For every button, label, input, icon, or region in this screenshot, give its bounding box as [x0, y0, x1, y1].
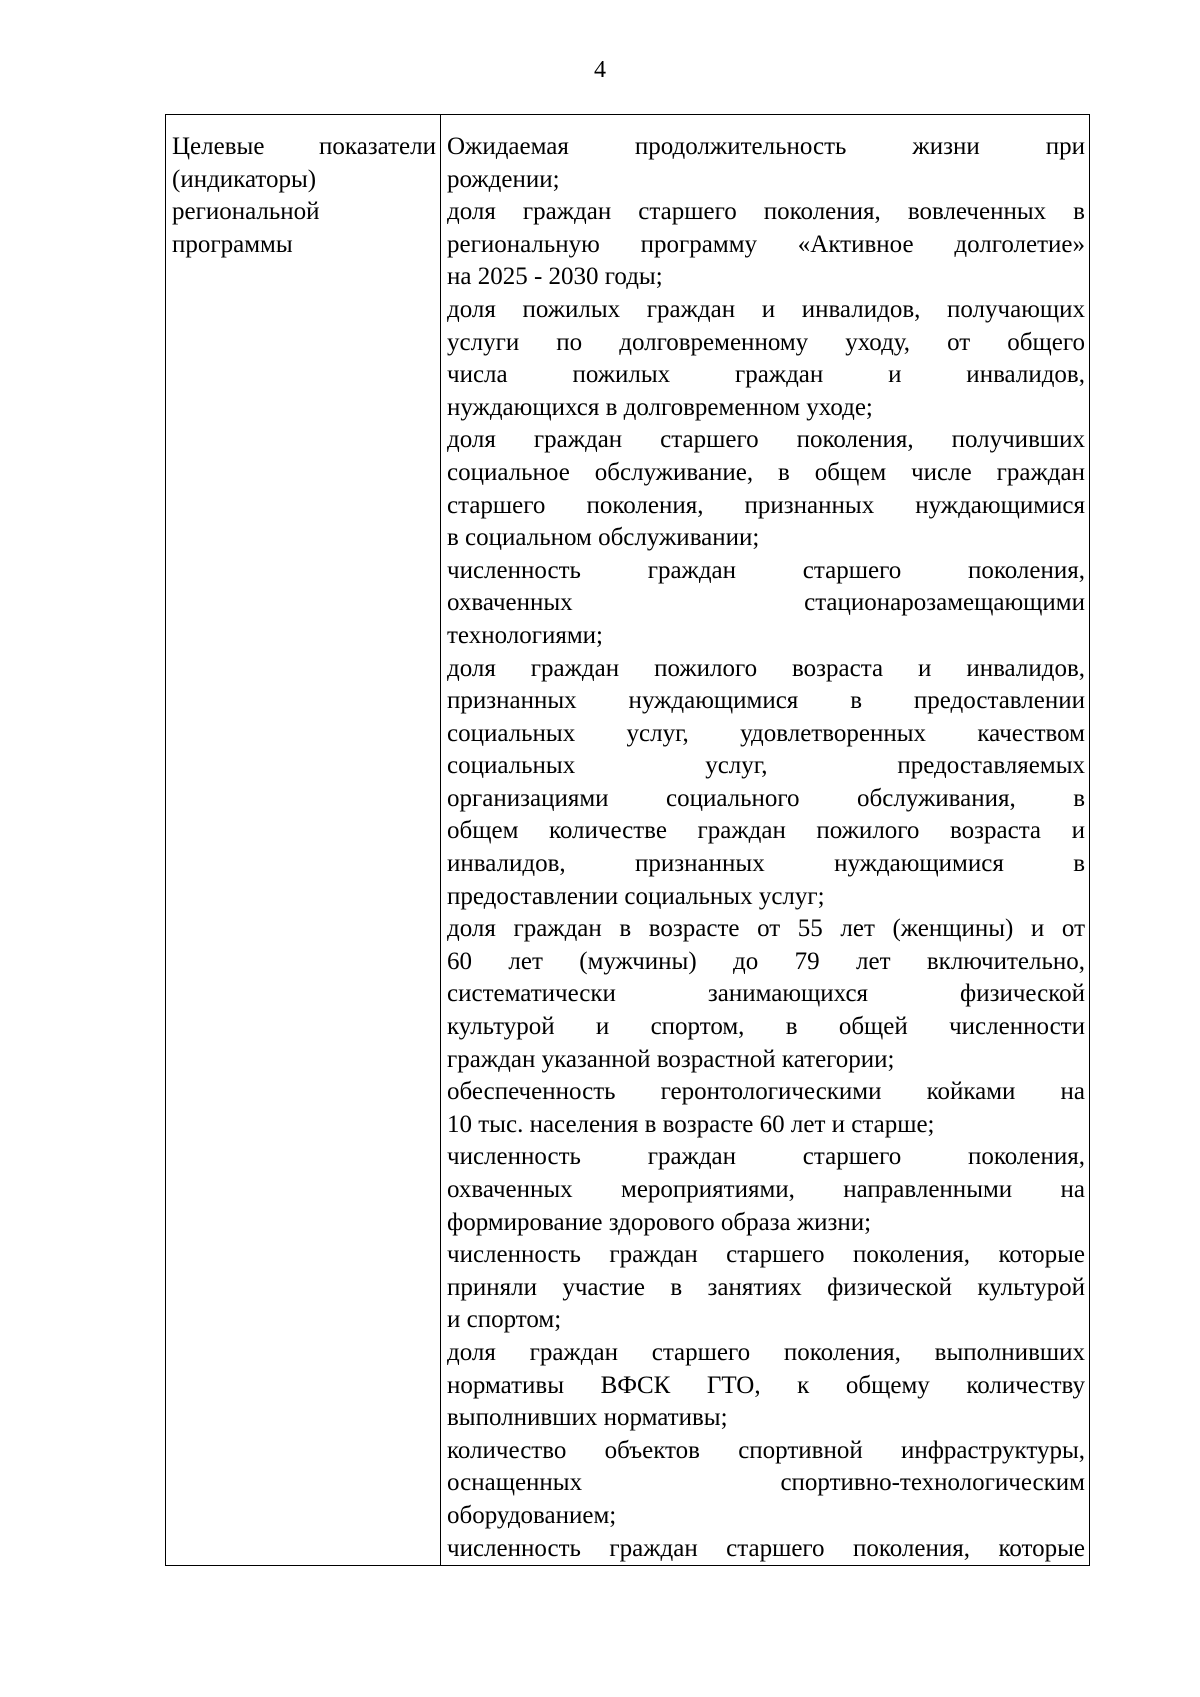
indicator-line: нормативы ВФСК ГТО, к общему количеству	[447, 1371, 1085, 1399]
indicator-line: инвалидов, признанных нуждающимися в	[447, 850, 1085, 878]
indicator-line: численность граждан старшего поколения,	[447, 1143, 1085, 1171]
indicator-line: числа пожилых граждан и инвалидов,	[447, 361, 1085, 389]
indicator-line: на 2025 - 2030 годы;	[447, 263, 663, 291]
indicator-line: численность граждан старшего поколения, которые	[447, 1241, 1085, 1269]
indicator-line: численность граждан старшего поколения,	[447, 556, 1085, 584]
indicator-line: выполнивших нормативы;	[447, 1404, 728, 1432]
indicator-line: признанных нуждающимися в предоставлении	[447, 687, 1085, 715]
indicator-line: доля пожилых граждан и инвалидов, получающих	[447, 295, 1085, 323]
label-line: Целевые показатели	[172, 133, 436, 160]
indicator-line: и спортом;	[447, 1306, 562, 1334]
indicator-list-cell	[441, 115, 1090, 1566]
indicator-line: 60 лет (мужчины) до 79 лет включительно,	[447, 947, 1085, 975]
indicator-line: обеспеченность геронтологическими койками на	[447, 1078, 1085, 1106]
indicator-line: предоставлении социальных услуг;	[447, 882, 825, 910]
indicator-line: доля граждан старшего поколения, выполнивших	[447, 1338, 1085, 1366]
indicator-line: социальных услуг, предоставляемых	[447, 752, 1085, 780]
indicator-label-cell	[166, 115, 441, 1566]
indicator-line: численность граждан старшего поколения, которые	[447, 1534, 1085, 1562]
indicator-line: оборудованием;	[447, 1501, 617, 1529]
indicator-line: систематически занимающихся физической	[447, 980, 1085, 1008]
indicator-line: количество объектов спортивной инфраструктуры,	[447, 1436, 1085, 1464]
indicator-line: организациями социального обслуживания, в	[447, 784, 1085, 812]
indicator-line: нуждающихся в долговременном уходе;	[447, 393, 873, 421]
indicator-line: доля граждан в возрасте от 55 лет (женщины) и от	[447, 915, 1085, 943]
indicator-line: доля граждан пожилого возраста и инвалидов,	[447, 654, 1085, 682]
indicator-line: социальное обслуживание, в общем числе граждан	[447, 458, 1085, 486]
indicator-line: в социальном обслуживании;	[447, 524, 760, 552]
indicator-line: услуги по долговременному уходу, от общего	[447, 328, 1085, 356]
indicator-line: доля граждан старшего поколения, вовлеченных в	[447, 198, 1085, 226]
indicator-line: общем количестве граждан пожилого возраста и	[447, 817, 1085, 845]
indicator-line: оснащенных спортивно-технологическим	[447, 1469, 1085, 1497]
indicator-line: региональную программу «Активное долголетие»	[447, 230, 1085, 258]
table-row	[166, 115, 1090, 1566]
label-line: (индикаторы)	[172, 165, 317, 193]
indicator-line: приняли участие в занятиях физической культурой	[447, 1273, 1085, 1301]
indicator-line: формирование здорового образа жизни;	[447, 1208, 872, 1236]
indicator-line: Ожидаемая продолжительность жизни при	[447, 133, 1085, 160]
label-line: программы	[172, 230, 293, 258]
label-line: региональной	[172, 198, 320, 226]
indicator-line: социальных услуг, удовлетворенных качеством	[447, 719, 1085, 747]
indicator-line: технологиями;	[447, 621, 603, 649]
indicator-line: доля граждан старшего поколения, получивших	[447, 426, 1085, 454]
indicator-line: 10 тыс. населения в возрасте 60 лет и старше;	[447, 1110, 935, 1138]
indicator-line: охваченных стационарозамещающими	[447, 589, 1085, 617]
indicator-line: культурой и спортом, в общей численности	[447, 1013, 1085, 1041]
program-passport-table	[165, 114, 1090, 1566]
indicator-line: старшего поколения, признанных нуждающимися	[447, 491, 1085, 519]
indicator-line: граждан указанной возрастной категории;	[447, 1045, 895, 1073]
page-number: 4	[594, 57, 606, 83]
indicator-line: охваченных мероприятиями, направленными на	[447, 1176, 1085, 1203]
indicator-line: рождении;	[447, 165, 560, 193]
